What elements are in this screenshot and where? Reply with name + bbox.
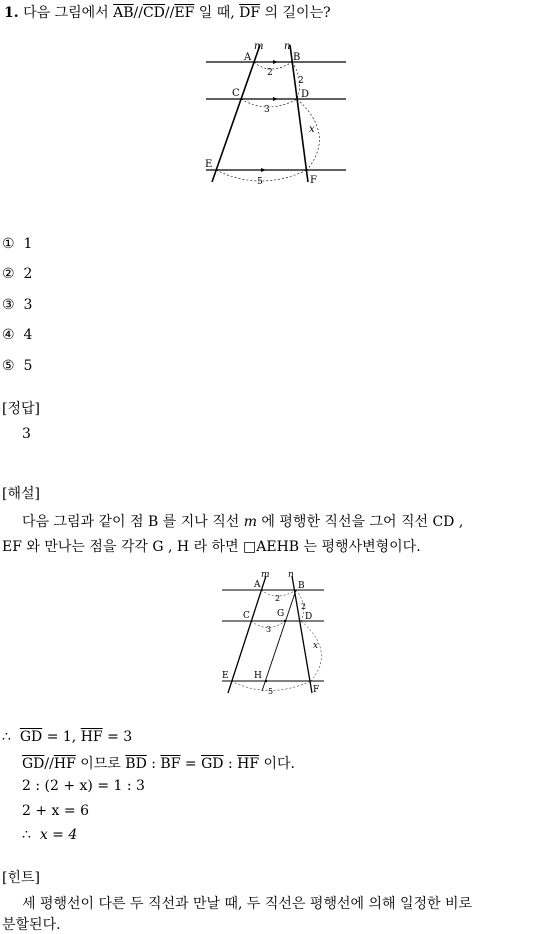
- segment-df: $\overline{DF}$: [239, 5, 261, 21]
- choice-value: 4: [23, 327, 33, 343]
- choice-mark: ⑤: [2, 358, 15, 374]
- segment-gd: $\overline{GD}$: [201, 756, 224, 772]
- choice-3[interactable]: [2, 297, 32, 313]
- label-n: n: [288, 570, 294, 580]
- parallel-sign: //: [44, 756, 54, 772]
- choice-mark: ②: [2, 266, 15, 282]
- solution-line-1: [2, 729, 132, 745]
- figure-1: [196, 40, 356, 190]
- question-text-prefix: 다음 그림에서: [23, 5, 114, 21]
- choice-value: 5: [23, 358, 33, 374]
- line-bh: [262, 590, 296, 691]
- length-ef: 5: [257, 177, 263, 187]
- label-d: D: [301, 89, 310, 100]
- equation-text: = 1,: [42, 729, 81, 745]
- hint-line-2: 분할된다.: [2, 917, 61, 933]
- solution-step-3: [22, 827, 77, 843]
- point-g: [284, 620, 286, 622]
- solution-step-1: 2 : (2 + x) = 1 : 3: [22, 778, 145, 794]
- arrow-mark: [261, 168, 266, 172]
- length-bd: 2: [301, 602, 307, 611]
- variable-m: m: [243, 514, 257, 530]
- label-a: A: [254, 580, 261, 590]
- segment-ab: $\overline{AB}$: [113, 5, 134, 21]
- explanation-text: 에 평행한 직선을 그어 직선 CD ,: [256, 514, 464, 530]
- segment-bf: $\overline{BF}$: [160, 756, 181, 772]
- choice-mark: ①: [2, 236, 15, 252]
- label-f: F: [310, 175, 317, 186]
- ratio-sign: :: [146, 756, 161, 772]
- line-m: [212, 45, 260, 182]
- therefore-sign: ∴: [2, 729, 11, 745]
- question: [4, 2, 331, 22]
- solution-result: x = 4: [39, 827, 78, 843]
- length-cg: 3: [266, 625, 272, 634]
- explanation-text: 다음 그림과 같이 점 B 를 지나 직선: [22, 514, 244, 530]
- length-cd: 3: [264, 105, 270, 115]
- question-text-mid: 일 때,: [194, 5, 240, 21]
- choice-value: 2: [23, 266, 33, 282]
- question-text-suffix: 의 길이는?: [260, 5, 331, 21]
- segment-ef: $\overline{EF}$: [174, 5, 195, 21]
- label-c: C: [232, 88, 240, 99]
- figure-2: [214, 566, 334, 700]
- explanation-label: [해설]: [2, 486, 40, 502]
- label-b: B: [293, 52, 301, 63]
- segment-gd: $\overline{GD}$: [19, 729, 43, 745]
- label-x: x: [309, 124, 315, 135]
- segment-hf: $\overline{HF}$: [237, 756, 260, 772]
- therefore-sign: ∴: [22, 827, 31, 843]
- choice-4[interactable]: [2, 327, 32, 343]
- label-a: A: [244, 52, 252, 63]
- label-m: m: [254, 41, 264, 52]
- arc-df: [301, 621, 321, 681]
- label-b: B: [298, 581, 305, 591]
- label-h: H: [254, 671, 262, 681]
- question-number: 1.: [4, 5, 19, 21]
- label-n: n: [284, 41, 291, 52]
- label-x: x: [313, 641, 319, 651]
- label-c: C: [243, 611, 250, 621]
- label-m: m: [261, 570, 270, 580]
- length-ab: 2: [267, 68, 273, 78]
- explanation-line-1: [22, 511, 463, 531]
- explanation-line-2: EF 와 만나는 점을 각각 G , H 라 하면 □AEHB 는 평행사변형이다.: [2, 539, 421, 555]
- label-g: G: [277, 609, 285, 619]
- label-e: E: [222, 671, 229, 681]
- choice-value: 1: [23, 236, 33, 252]
- equals-sign: =: [180, 756, 202, 772]
- solution-line-2: [22, 753, 295, 773]
- ratio-sign: :: [223, 756, 238, 772]
- segment-bd: $\overline{BD}$: [125, 756, 147, 772]
- equation-text: = 3: [102, 729, 133, 745]
- label-d: D: [305, 612, 313, 622]
- solution-text: 이므로: [75, 756, 126, 772]
- choice-mark: ④: [2, 327, 15, 343]
- point-h: [265, 680, 267, 682]
- choice-1[interactable]: [2, 236, 32, 252]
- line-n: [290, 45, 308, 182]
- hint-line-1: 세 평행선이 다른 두 직선과 만날 때, 두 직선은 평행선에 의해 일정한 비로: [22, 896, 473, 912]
- segment-hf: $\overline{HF}$: [80, 729, 103, 745]
- solution-text: 이다.: [259, 756, 296, 772]
- label-f: F: [313, 685, 320, 695]
- choice-value: 3: [23, 297, 33, 313]
- choice-5[interactable]: [2, 358, 32, 374]
- label-e: E: [205, 159, 213, 170]
- length-ab: 2: [275, 594, 281, 603]
- solution-step-2: 2 + x = 6: [22, 803, 89, 819]
- answer-label: [정답]: [2, 401, 40, 417]
- arrow-mark: [273, 60, 278, 64]
- segment-gd: $\overline{GD}$: [22, 756, 45, 772]
- parallel-sign: //: [164, 5, 175, 21]
- length-ef: 5: [268, 687, 274, 696]
- answer-value: 3: [22, 426, 31, 442]
- length-bd: 2: [298, 76, 304, 86]
- segment-cd: $\overline{CD}$: [142, 5, 165, 21]
- choice-mark: ③: [2, 297, 15, 313]
- arrow-mark: [273, 97, 278, 101]
- choice-2[interactable]: [2, 266, 32, 282]
- parallel-sign: //: [133, 5, 143, 21]
- segment-hf: $\overline{HF}$: [53, 756, 76, 772]
- hint-label: [힌트]: [2, 870, 40, 886]
